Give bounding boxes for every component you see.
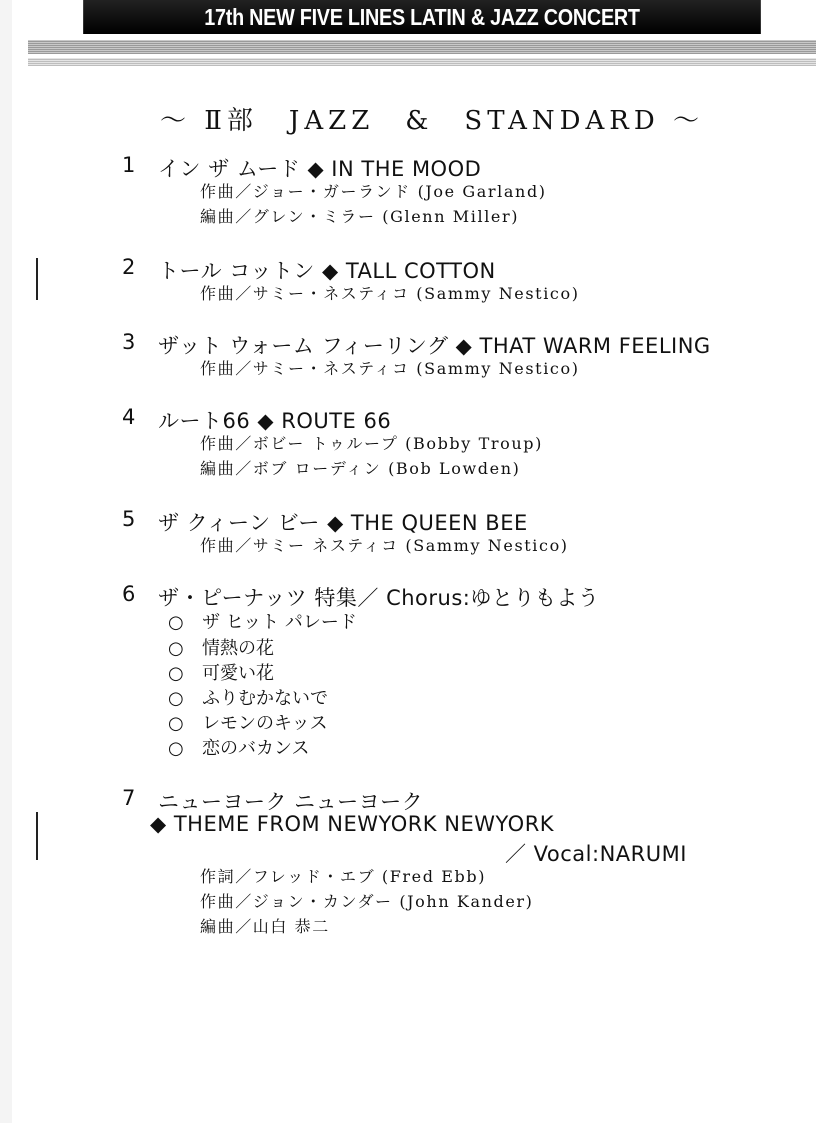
song-title: 恋のバカンス — [202, 738, 310, 759]
margin-mark — [36, 812, 38, 860]
song-title: 情熱の花 — [202, 638, 274, 659]
item-title: ザット ウォーム フィーリング ◆ THAT WARM FEELING — [158, 334, 711, 358]
bullet-circle: ○ — [168, 713, 184, 734]
page-left-edge — [0, 0, 12, 1123]
header-rule — [28, 40, 816, 54]
bullet-circle: ○ — [168, 638, 184, 659]
item-title: ザ クィーン ビー ◆ THE QUEEN BEE — [158, 511, 528, 535]
item-number: 4 — [122, 405, 136, 429]
credit-arranger: 編曲／グレン・ミラー (Glenn Miller) — [200, 207, 520, 226]
song-list-item — [168, 709, 328, 735]
item-number: 5 — [122, 507, 136, 531]
credit-composer: 作曲／サミー・ネスティコ (Sammy Nestico) — [200, 359, 580, 378]
item-number: 3 — [122, 330, 136, 354]
item-number: 2 — [122, 255, 136, 279]
song-list-item — [168, 684, 328, 710]
bullet-circle: ○ — [168, 663, 184, 684]
item-number: 6 — [122, 582, 136, 606]
song-list-item — [168, 634, 274, 660]
song-title: ザ ヒット パレード — [202, 612, 357, 633]
item-title: ザ・ピーナッツ 特集／ Chorus:ゆとりもよう — [158, 586, 600, 610]
item-title: トール コットン ◆ TALL COTTON — [158, 259, 496, 283]
item-title: ニューヨーク ニューヨーク — [158, 790, 424, 814]
section-title: ～ Ⅱ部 JAZZ & STANDARD ～ — [160, 106, 704, 136]
credit-arranger: 編曲／山白 恭二 — [200, 917, 330, 936]
credit-composer: 作曲／ボビー トゥループ (Bobby Troup) — [200, 434, 543, 453]
credit-composer: 作曲／ジョン・カンダー (John Kander) — [200, 892, 534, 911]
credit-composer: 作曲／ジョー・ガーランド (Joe Garland) — [200, 182, 547, 201]
concert-title-banner: 17th NEW FIVE LINES LATIN & JAZZ CONCERT — [83, 0, 761, 34]
item-number: 1 — [122, 153, 136, 177]
credit-composer: 作曲／サミー ネスティコ (Sammy Nestico) — [200, 536, 569, 555]
item-title: イン ザ ムード ◆ IN THE MOOD — [158, 157, 482, 181]
bullet-circle: ○ — [168, 688, 184, 709]
item-subtitle: ◆ THEME FROM NEWYORK NEWYORK — [150, 812, 555, 836]
credit-arranger: 編曲／ボブ ローディン (Bob Lowden) — [200, 459, 521, 478]
bullet-circle: ○ — [168, 738, 184, 759]
song-title: 可愛い花 — [202, 663, 274, 684]
song-title: ふりむかないで — [202, 688, 328, 709]
song-list-item — [168, 659, 274, 685]
credit-lyricist: 作詞／フレッド・エブ (Fred Ebb) — [200, 867, 487, 886]
vocal-credit: ／ Vocal:NARUMI — [505, 842, 687, 866]
item-title: ルート66 ◆ ROUTE 66 — [158, 409, 392, 433]
song-title: レモンのキッス — [202, 713, 328, 734]
song-list-item — [168, 734, 309, 760]
margin-mark — [36, 258, 38, 300]
header-rule-secondary — [28, 58, 816, 66]
credit-composer: 作曲／サミー・ネスティコ (Sammy Nestico) — [200, 284, 580, 303]
song-list-item — [168, 608, 357, 634]
item-number: 7 — [122, 786, 136, 810]
bullet-circle: ○ — [168, 612, 184, 633]
